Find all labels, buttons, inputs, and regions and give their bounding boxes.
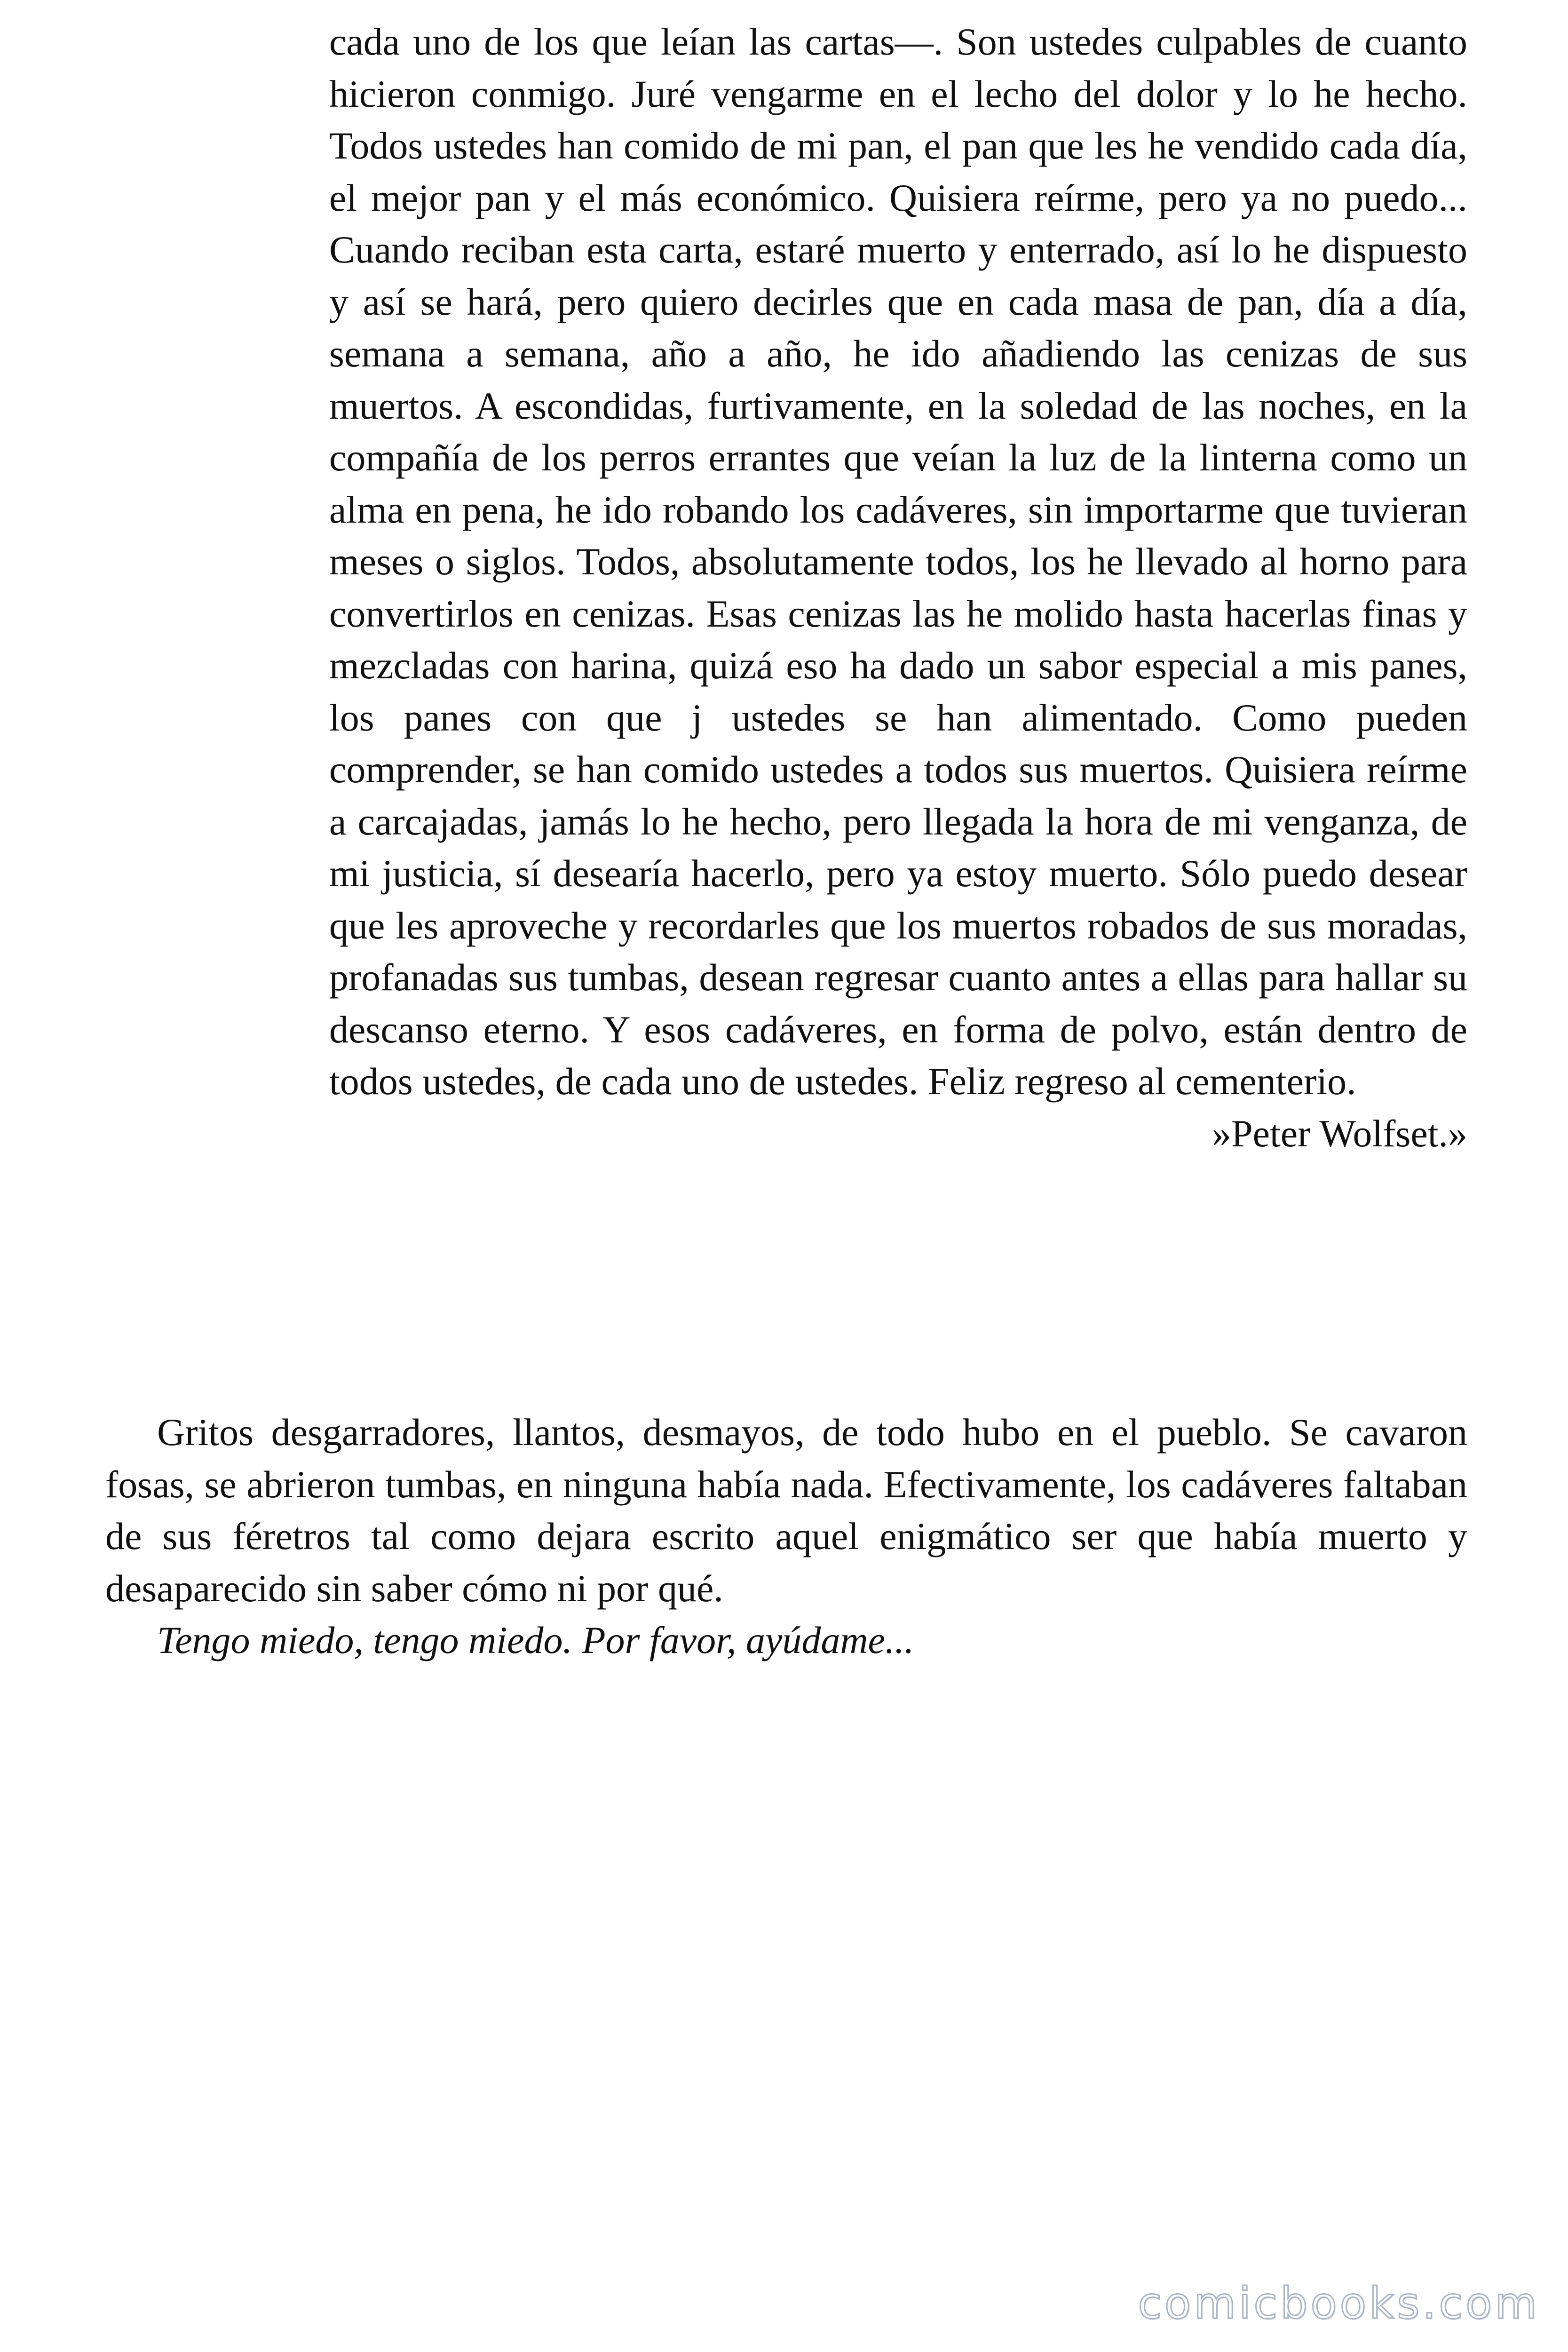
letter-signature: »Peter Wolfset.» [1212, 1112, 1467, 1155]
watermark-logo: comicbooks.com [1138, 2278, 1540, 2328]
narrative-italic-line: Tengo miedo, tengo miedo. Por favor, ayúdame... [157, 1619, 914, 1661]
narrative-paragraph: Gritos desgarradores, llantos, desmayos, de todo hubo en el pueblo. Se cavaron fosas, se abrieron tumbas, en ninguna había nada. Efectivamente, los cadáveres faltaban de sus féretros tal como dejara escrito aquel enigmático ser que había muerto y desaparecido sin saber cómo ni por qué. [105, 1411, 1467, 1610]
narrative-block [105, 1406, 1467, 1667]
letter-block [329, 16, 1467, 1160]
letter-body: cada uno de los que leían las cartas—. Son ustedes culpables de cuanto hicieron conmigo. Juré vengarme en el lecho del dolor y lo he hecho. Todos ustedes han comido de mi pan, el pan que les he vendido cada día, el mejor pan y el más económico. Quisiera reírme, pero ya no puedo... Cuando reciban esta carta, estaré muerto y enterrado, así lo he dispuesto y así se hará, pero quiero decirles que en cada masa de pan, día a día, semana a semana, año a año, he ido añadiendo las cenizas de sus muertos. A escondidas, furtivamente, en la soledad de las noches, en la compañía de los perros errantes que veían la luz de la linterna como un alma en pena, he ido robando los cadáveres, sin importarme que tuvieran meses o siglos. Todos, absolutamente todos, los he llevado al horno para convertirlos en cenizas. Esas cenizas las he molido hasta hacerlas finas y mezcladas con harina, quizá eso ha dado un sabor especial a mis panes, los panes con que j ustedes se han alimentado. Como pueden comprender, se han comido ustedes a todos sus muertos. Quisiera reírme a carcajadas, jamás lo he hecho, pero llegada la hora de mi venganza, de mi justicia, sí desearía hacerlo, pero ya estoy muerto. Sólo puedo desear que les aproveche y recordarles que los muertos robados de sus moradas, profanadas sus tumbas, desean regresar cuanto antes a ellas para hallar su descanso eterno. Y esos cadáveres, en forma de polvo, están dentro de todos ustedes, de cada uno de ustedes. Feliz regreso al cementerio. [329, 20, 1467, 1103]
